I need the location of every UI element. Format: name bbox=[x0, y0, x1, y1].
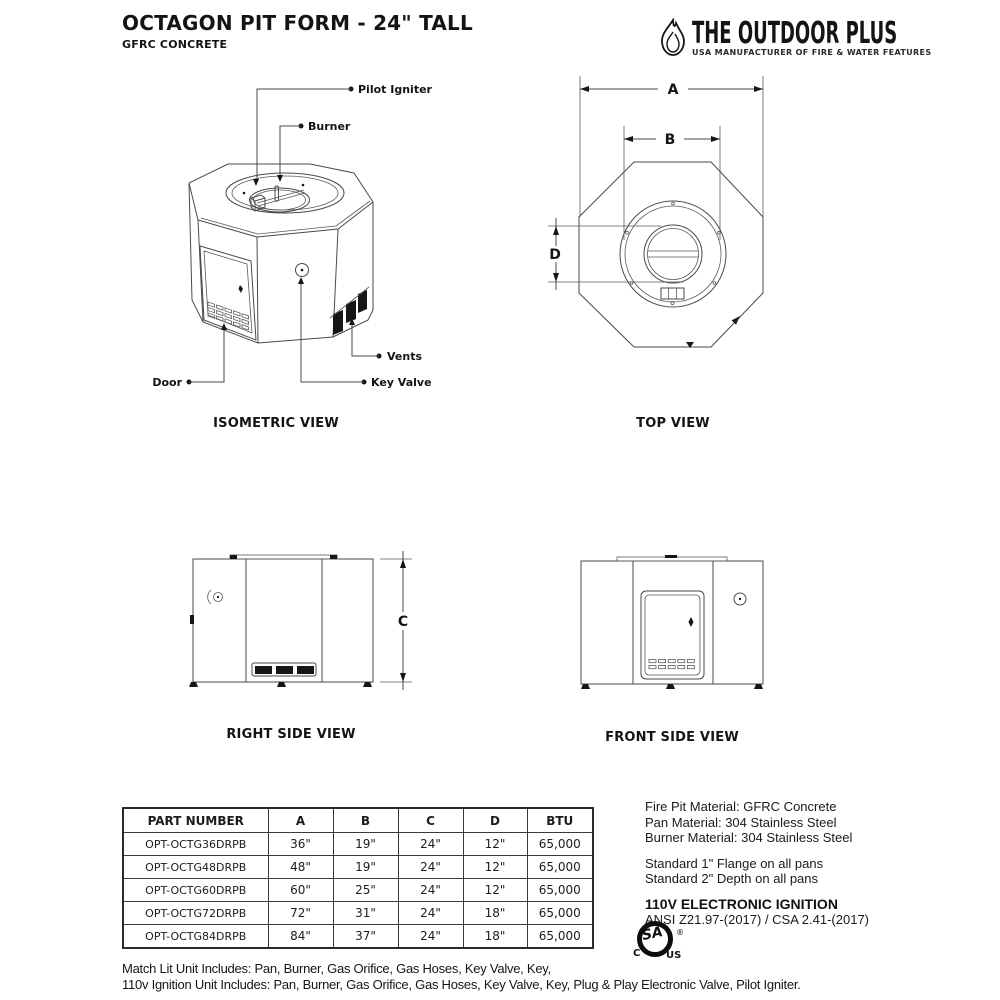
btu-cell: 65,000 bbox=[527, 856, 593, 879]
col-header-b: B bbox=[333, 808, 398, 833]
spec-ignition-cert: ANSI Z21.97-(2017) / CSA 2.41-(2017) bbox=[645, 911, 870, 927]
col-header-d: D bbox=[463, 808, 527, 833]
pan-screws bbox=[626, 202, 721, 284]
csa-certification-mark bbox=[633, 919, 693, 961]
door-handle bbox=[239, 285, 244, 293]
caption-right-side-view: RIGHT SIDE VIEW bbox=[226, 727, 356, 742]
part-number-cell: OPT-OCTG60DRPB bbox=[123, 879, 268, 902]
col-header-c: C bbox=[398, 808, 463, 833]
col-header-a: A bbox=[268, 808, 333, 833]
dim-cell: 31" bbox=[333, 902, 398, 925]
table-header-row bbox=[123, 808, 593, 833]
dim-label-c: C bbox=[397, 614, 409, 630]
spec-standard-depth: Standard 2" Depth on all pans bbox=[645, 871, 819, 886]
latch-mark bbox=[190, 615, 194, 624]
dim-cell: 18" bbox=[463, 925, 527, 949]
specs-block bbox=[645, 799, 905, 927]
dim-cell: 12" bbox=[463, 833, 527, 856]
caption-front-side-view: FRONT SIDE VIEW bbox=[605, 730, 739, 745]
btu-cell: 65,000 bbox=[527, 833, 593, 856]
brand-logo bbox=[658, 14, 932, 59]
top-view-drawing bbox=[540, 60, 780, 360]
label-vents: Vents bbox=[387, 350, 423, 363]
spec-burner-material: Burner Material: 304 Stainless Steel bbox=[645, 830, 853, 845]
spec-pan-material: Pan Material: 304 Stainless Steel bbox=[645, 814, 837, 830]
dim-cell: 24" bbox=[398, 925, 463, 949]
dim-cell: 84" bbox=[268, 925, 333, 949]
dim-cell: 19" bbox=[333, 833, 398, 856]
part-number-cell: OPT-OCTG48DRPB bbox=[123, 856, 268, 879]
spec-ignition-title: 110V ELECTRONIC IGNITION bbox=[645, 895, 838, 912]
label-pilot-igniter: Pilot Igniter bbox=[358, 83, 432, 96]
btu-cell: 65,000 bbox=[527, 902, 593, 925]
table-row bbox=[123, 879, 593, 902]
dim-cell: 25" bbox=[333, 879, 398, 902]
footnotes bbox=[122, 961, 982, 992]
csa-monogram: SA bbox=[640, 923, 665, 945]
dim-cell: 60" bbox=[268, 879, 333, 902]
dim-label-d: D bbox=[549, 247, 561, 263]
vents-drawing bbox=[330, 287, 369, 335]
dim-cell: 37" bbox=[333, 925, 398, 949]
caption-top-view: TOP VIEW bbox=[636, 416, 710, 431]
dim-cell: 24" bbox=[398, 879, 463, 902]
key-valve-mark bbox=[208, 590, 223, 604]
dim-cell: 12" bbox=[463, 856, 527, 879]
label-key-valve: Key Valve bbox=[371, 376, 432, 389]
key-valve-drawing bbox=[296, 264, 309, 277]
page-subtitle: GFRC CONCRETE bbox=[122, 38, 228, 51]
part-number-cell: OPT-OCTG36DRPB bbox=[123, 833, 268, 856]
col-header-btu: BTU bbox=[527, 808, 593, 833]
door-front bbox=[641, 591, 704, 679]
brand-name: THE OUTDOOR PLUS bbox=[692, 14, 898, 51]
key-valve-mark-front bbox=[734, 593, 746, 605]
brand-tagline: USA MANUFACTURER OF FIRE & WATER FEATURES bbox=[692, 48, 932, 57]
dim-label-b: B bbox=[664, 132, 676, 148]
table-row bbox=[123, 856, 593, 879]
csa-us-label: US bbox=[666, 950, 682, 961]
dim-cell: 19" bbox=[333, 856, 398, 879]
isometric-view-drawing bbox=[140, 70, 460, 400]
dim-cell: 36" bbox=[268, 833, 333, 856]
csa-c-label: C bbox=[633, 948, 641, 959]
col-header-part-number: PART NUMBER bbox=[123, 808, 268, 833]
part-number-cell: OPT-OCTG72DRPB bbox=[123, 902, 268, 925]
dim-cell: 72" bbox=[268, 902, 333, 925]
footnote-110v: 110v Ignition Unit Includes: Pan, Burner, Gas Orifice, Gas Hoses, Key Valve, Key, Plug & Play Electronic Valve, Pilot Igniter. bbox=[122, 976, 801, 992]
front-side-view-drawing bbox=[570, 540, 780, 700]
dim-cell: 48" bbox=[268, 856, 333, 879]
iso-callouts bbox=[152, 83, 432, 389]
flame-icon bbox=[658, 18, 688, 58]
dimensions-table bbox=[122, 807, 594, 949]
door-drawing bbox=[200, 246, 256, 340]
spec-standard-flange: Standard 1" Flange on all pans bbox=[645, 855, 824, 871]
label-door: Door bbox=[152, 376, 182, 389]
dim-cell: 24" bbox=[398, 833, 463, 856]
footnote-match-lit: Match Lit Unit Includes: Pan, Burner, Gas Orifice, Gas Hoses, Key Valve, Key, bbox=[122, 961, 551, 976]
dim-label-a: A bbox=[667, 82, 679, 98]
dim-b bbox=[624, 126, 720, 240]
page-title: OCTAGON PIT FORM - 24" TALL bbox=[122, 11, 473, 35]
vent-slots bbox=[252, 663, 316, 676]
door-handle-front bbox=[689, 617, 694, 627]
part-number-cell: OPT-OCTG84DRPB bbox=[123, 925, 268, 949]
table-row bbox=[123, 925, 593, 949]
caption-isometric-view: ISOMETRIC VIEW bbox=[213, 416, 339, 431]
right-side-view-drawing bbox=[150, 540, 430, 700]
door-vent-slots-front bbox=[649, 660, 694, 669]
spec-fire-pit-material: Fire Pit Material: GFRC Concrete bbox=[645, 799, 837, 814]
dim-cell: 24" bbox=[398, 856, 463, 879]
table-row bbox=[123, 833, 593, 856]
dim-cell: 24" bbox=[398, 902, 463, 925]
btu-cell: 65,000 bbox=[527, 879, 593, 902]
label-burner: Burner bbox=[308, 120, 351, 133]
table-row bbox=[123, 902, 593, 925]
dim-cell: 18" bbox=[463, 902, 527, 925]
dim-d bbox=[548, 218, 683, 290]
dim-c bbox=[380, 551, 412, 690]
dim-cell: 12" bbox=[463, 879, 527, 902]
btu-cell: 65,000 bbox=[527, 925, 593, 949]
registered-symbol: ® bbox=[676, 928, 684, 937]
